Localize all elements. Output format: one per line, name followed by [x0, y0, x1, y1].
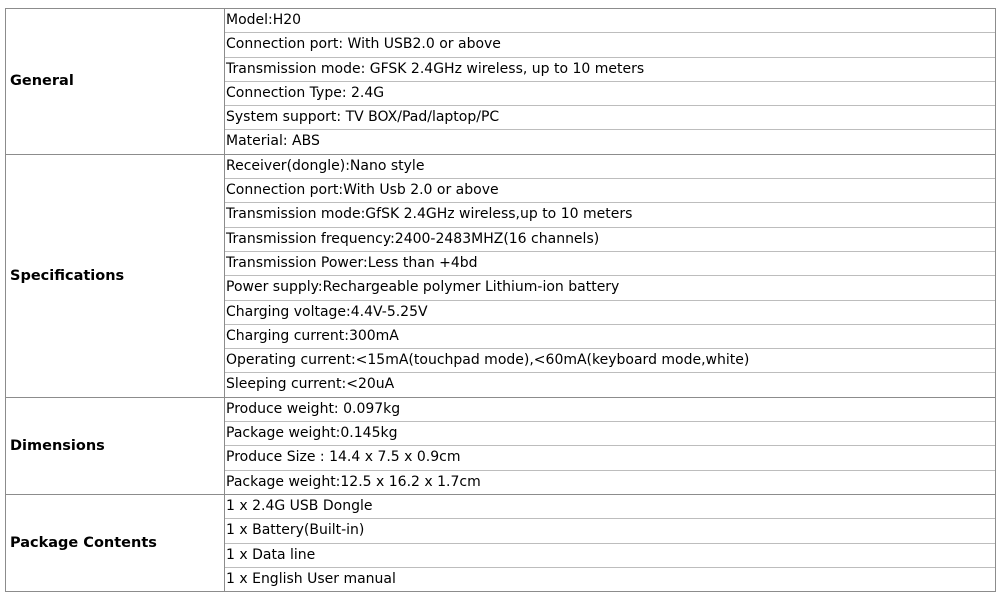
spec-line: Receiver(dongle):Nano style	[225, 155, 995, 179]
spec-line: Transmission mode:GfSK 2.4GHz wireless,up to 10 meters	[225, 203, 995, 227]
spec-line: Package weight:12.5 x 16.2 x 1.7cm	[226, 473, 481, 490]
value-cell	[225, 9, 996, 155]
spec-line: Produce Size : 14.4 x 7.5 x 0.9cm	[225, 446, 995, 470]
section-row-general	[6, 9, 996, 155]
value-cell	[225, 494, 996, 591]
category-label: Specifications	[6, 154, 225, 397]
section-row-specifications	[6, 154, 996, 397]
spec-line: System support: TV BOX/Pad/laptop/PC	[225, 106, 995, 130]
value-cell	[225, 397, 996, 494]
spec-line: Transmission Power:Less than +4bd	[225, 252, 995, 276]
section-row-package-contents	[6, 494, 996, 591]
spec-line: Model:H20	[225, 9, 995, 33]
spec-line: Transmission frequency:2400-2483MHZ(16 channels)	[225, 228, 995, 252]
spec-table-container	[5, 8, 996, 592]
spec-line: Operating current:<15mA(touchpad mode),<60mA(keyboard mode,white)	[225, 349, 995, 373]
spec-line: Package weight:0.145kg	[225, 422, 995, 446]
category-label: General	[6, 9, 225, 155]
spec-line: Sleeping current:<20uA	[226, 376, 395, 393]
spec-line: Charging current:300mA	[225, 325, 995, 349]
value-cell	[225, 154, 996, 397]
spec-line: Connection port:With Usb 2.0 or above	[225, 179, 995, 203]
spec-line: 1 x Battery(Built-in)	[225, 519, 995, 543]
spec-line: Connection Type: 2.4G	[225, 82, 995, 106]
category-label: Package Contents	[6, 494, 225, 591]
spec-line: Produce weight: 0.097kg	[225, 398, 995, 422]
spec-line: Power supply:Rechargeable polymer Lithium-ion battery	[225, 276, 995, 300]
spec-line: Connection port: With USB2.0 or above	[225, 33, 995, 57]
spec-table	[5, 8, 996, 592]
spec-line: Material: ABS	[226, 133, 320, 150]
spec-line: Transmission mode: GFSK 2.4GHz wireless, up to 10 meters	[225, 58, 995, 82]
category-label: Dimensions	[6, 397, 225, 494]
spec-line: Charging voltage:4.4V-5.25V	[225, 301, 995, 325]
spec-line: 1 x Data line	[225, 544, 995, 568]
spec-line: 1 x English User manual	[226, 570, 396, 587]
section-row-dimensions	[6, 397, 996, 494]
spec-line: 1 x 2.4G USB Dongle	[225, 495, 995, 519]
